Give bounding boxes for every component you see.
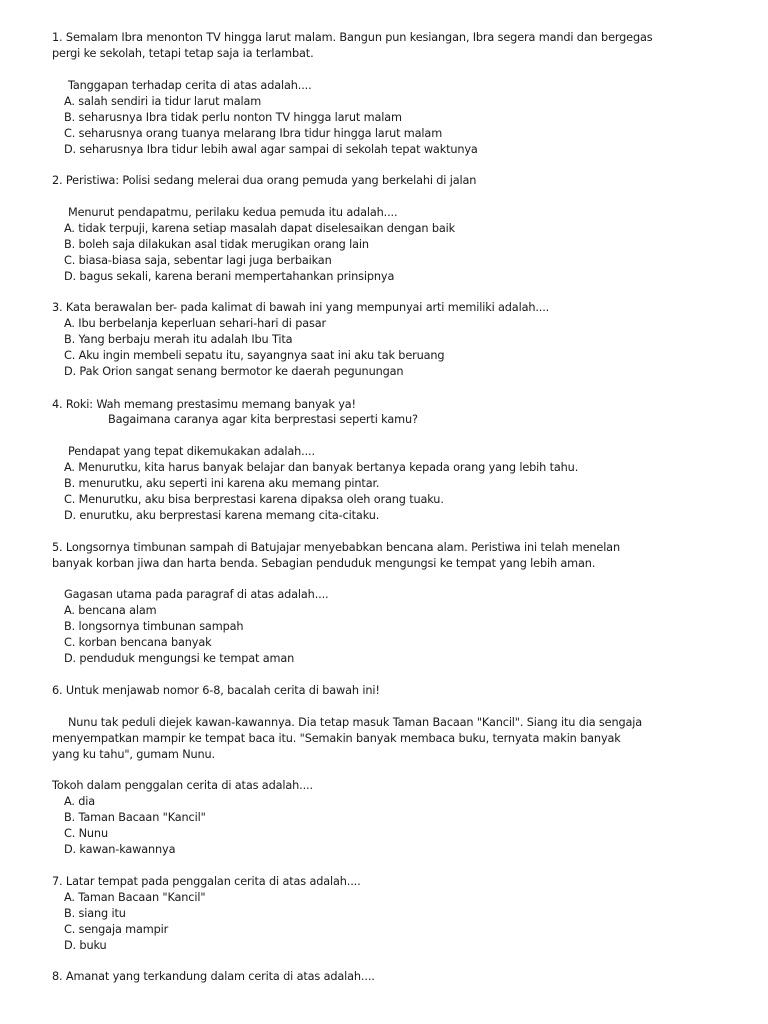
answer-option: D. enurutku, aku berprestasi karena memang cita-citaku. (64, 509, 380, 522)
question-stem: Bagaimana caranya agar kita berprestasi seperti kamu? (108, 413, 418, 426)
answer-option: C. korban bencana banyak (64, 636, 212, 649)
question-stem: 3. Kata berawalan ber- pada kalimat di bawah ini yang mempunyai arti memiliki adalah.... (52, 301, 550, 314)
answer-option: B. seharusnya Ibra tidak perlu nonton TV hingga larut malam (64, 111, 402, 124)
story-paragraph: Nunu tak peduli diejek kawan-kawannya. Dia tetap masuk Taman Bacaan "Kancil". Siang itu dia sengaja (68, 716, 643, 729)
answer-option: A. Taman Bacaan "Kancil" (64, 891, 206, 904)
answer-option: B. boleh saja dilakukan asal tidak merugikan orang lain (64, 238, 369, 251)
answer-option: A. tidak terpuji, karena setiap masalah dapat diselesaikan dengan baik (64, 222, 456, 235)
answer-option: C. sengaja mampir (64, 923, 169, 936)
question-stem: 1. Semalam Ibra menonton TV hingga larut malam. Bangun pun kesiangan, Ibra segera mandi dan bergegas (52, 31, 653, 44)
question-stem: 2. Peristiwa: Polisi sedang melerai dua orang pemuda yang berkelahi di jalan (52, 174, 477, 187)
answer-option: C. Aku ingin membeli sepatu itu, sayangnya saat ini aku tak beruang (64, 349, 445, 362)
answer-option: C. Menurutku, aku bisa berprestasi karena dipaksa oleh orang tuaku. (64, 493, 444, 506)
answer-option: D. kawan-kawannya (64, 843, 176, 856)
answer-option: D. bagus sekali, karena berani mempertahankan prinsipnya (64, 270, 395, 283)
answer-option: B. siang itu (64, 907, 126, 920)
answer-option: A. salah sendiri ia tidur larut malam (64, 95, 262, 108)
answer-option: B. menurutku, aku seperti ini karena aku memang pintar. (64, 477, 380, 490)
question-prompt: Pendapat yang tepat dikemukakan adalah.... (68, 445, 315, 458)
question-stem: 8. Amanat yang terkandung dalam cerita di atas adalah.... (52, 970, 375, 983)
answer-option: A. Menurutku, kita harus banyak belajar dan banyak bertanya kepada orang yang lebih tahu. (64, 461, 579, 474)
question-prompt: Tokoh dalam penggalan cerita di atas adalah.... (52, 779, 313, 792)
answer-option: A. bencana alam (64, 604, 157, 617)
question-stem: banyak korban jiwa dan harta benda. Sebagian penduduk mengungsi ke tempat yang lebih aman. (52, 557, 596, 570)
answer-option: A. dia (64, 795, 96, 808)
question-stem: 7. Latar tempat pada penggalan cerita di atas adalah.... (52, 875, 361, 888)
answer-option: B. Yang berbaju merah itu adalah Ibu Tita (64, 333, 293, 346)
question-prompt: Menurut pendapatmu, perilaku kedua pemuda itu adalah.... (68, 206, 398, 219)
answer-option: D. Pak Orion sangat senang bermotor ke daerah pegunungan (64, 365, 404, 378)
story-paragraph: yang ku tahu", gumam Nunu. (52, 748, 215, 761)
question-stem: 5. Longsornya timbunan sampah di Batujajar menyebabkan bencana alam. Peristiwa ini telah menelan (52, 541, 620, 554)
story-paragraph: menyempatkan mampir ke tempat baca itu. "Semakin banyak membaca buku, ternyata makin banyak (52, 732, 621, 745)
answer-option: D. seharusnya Ibra tidur lebih awal agar sampai di sekolah tepat waktunya (64, 143, 478, 156)
answer-option: C. biasa-biasa saja, sebentar lagi juga berbaikan (64, 254, 332, 267)
question-stem: pergi ke sekolah, tetapi tetap saja ia terlambat. (52, 47, 314, 60)
answer-option: B. longsornya timbunan sampah (64, 620, 244, 633)
answer-option: C. seharusnya orang tuanya melarang Ibra tidur hingga larut malam (64, 127, 443, 140)
question-stem: 4. Roki: Wah memang prestasimu memang banyak ya! (52, 398, 356, 411)
question-prompt: Gagasan utama pada paragraf di atas adalah.... (64, 588, 329, 601)
answer-option: D. buku (64, 939, 107, 952)
answer-option: C. Nunu (64, 827, 108, 840)
answer-option: A. Ibu berbelanja keperluan sehari-hari di pasar (64, 317, 327, 330)
answer-option: D. penduduk mengungsi ke tempat aman (64, 652, 295, 665)
answer-option: B. Taman Bacaan "Kancil" (64, 811, 206, 824)
question-prompt: Tanggapan terhadap cerita di atas adalah.... (68, 79, 312, 92)
question-stem: 6. Untuk menjawab nomor 6-8, bacalah cerita di bawah ini! (52, 684, 380, 697)
